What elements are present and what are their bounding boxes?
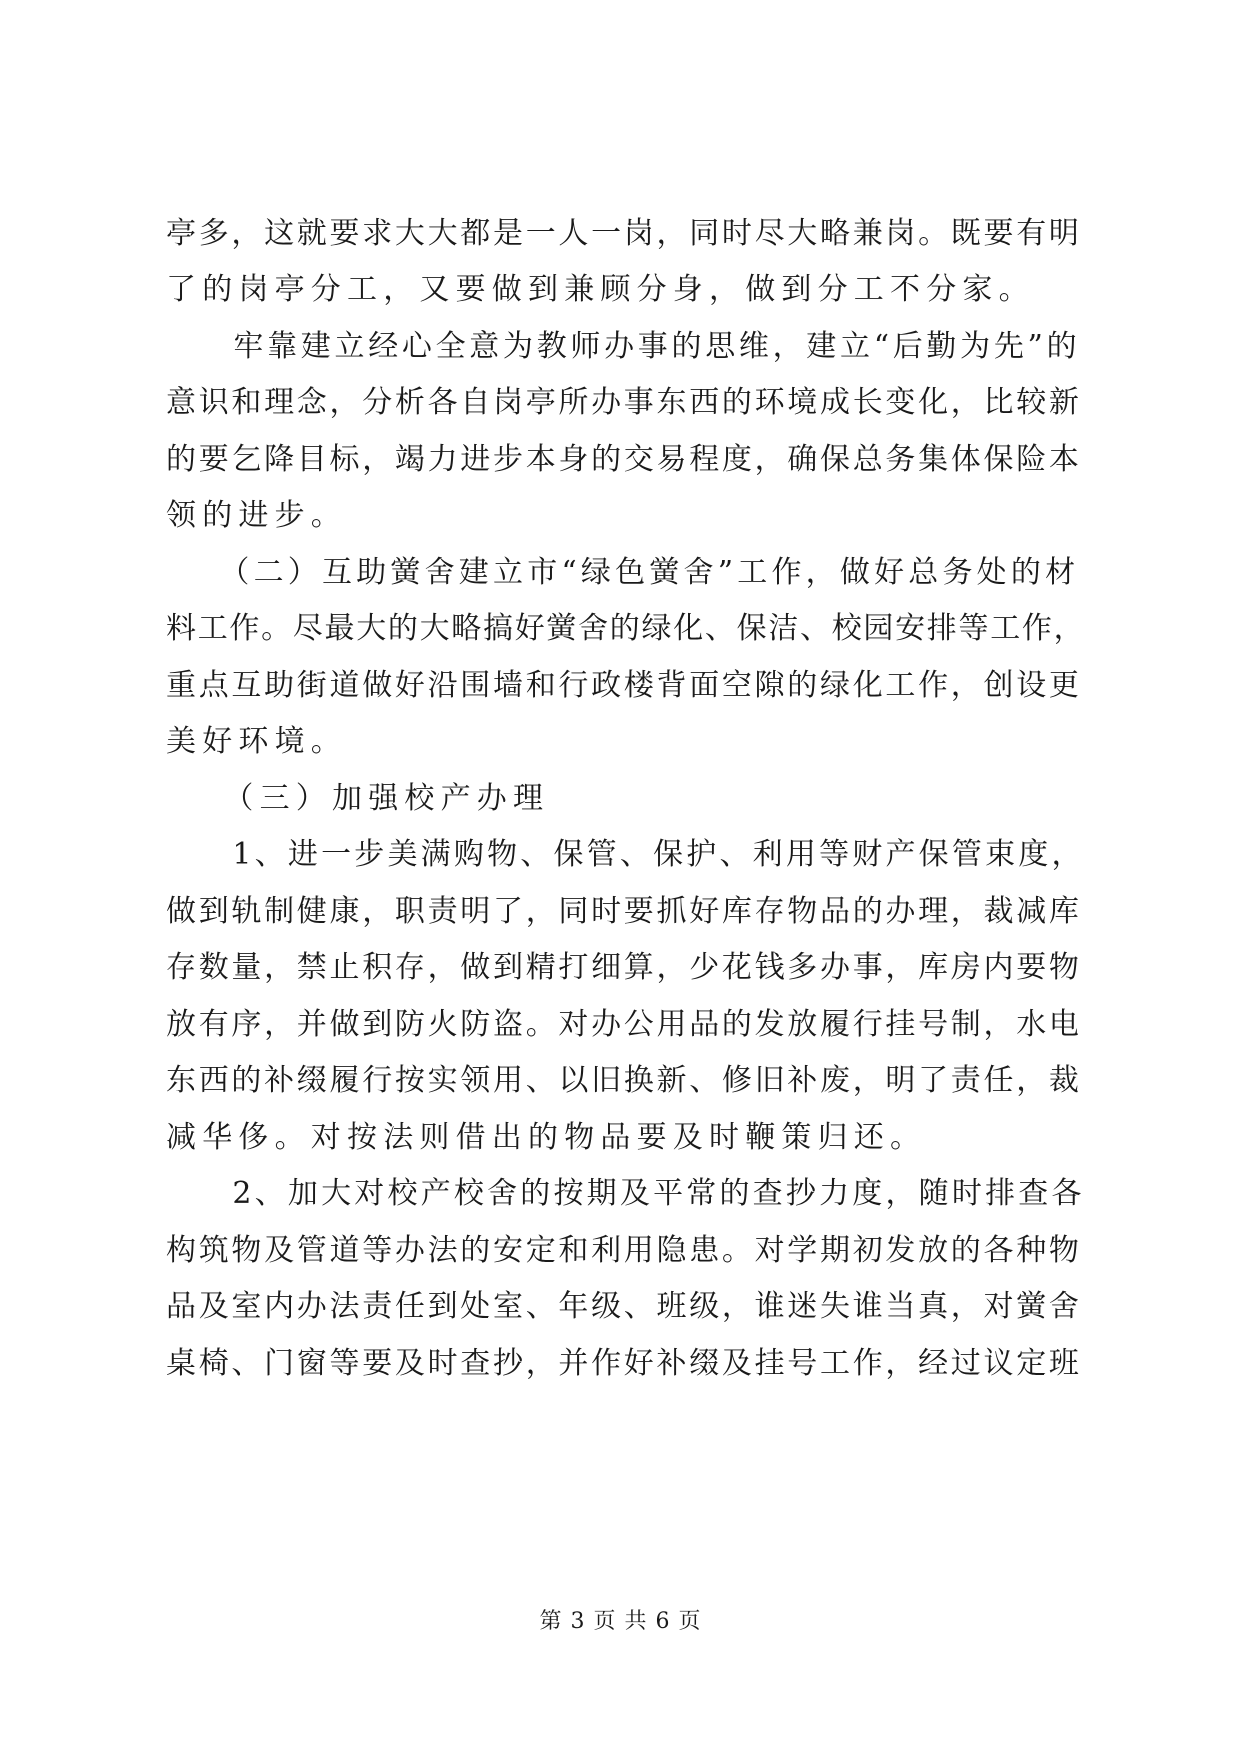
text-line: （二）互助黉舍建立市“绿色黉舍”工作，做好总务处的材 — [166, 555, 1080, 590]
text-line: 放有序，并做到防火防盗。对办公用品的发放履行挂号制，水电 — [166, 1007, 1082, 1042]
text-line: 构筑物及管道等办法的安定和利用隐患。对学期初发放的各种物 — [166, 1233, 1082, 1268]
text-line: 了的岗亭分工，又要做到兼顾分身，做到分工不分家。 — [166, 272, 1035, 307]
text-line: 的要乞降目标，竭力进步本身的交易程度，确保总务集体保险本 — [166, 442, 1082, 477]
text-line: 重点互助街道做好沿围墙和行政楼背面空隙的绿化工作，创设更 — [166, 668, 1082, 703]
text-line: 意识和理念，分析各自岗亭所办事东西的环境成长变化，比较新 — [166, 385, 1082, 420]
text-line: 品及室内办法责任到处室、年级、班级，谁迷失谁当真，对黉舍 — [166, 1289, 1082, 1324]
page-number-footer: 第 3 页 共 6 页 — [539, 1609, 702, 1634]
text-line: 减华侈。对按法则借出的物品要及时鞭策归还。 — [166, 1120, 927, 1155]
text-line: （三）加强校产办理 — [166, 781, 550, 816]
text-line: 东西的补缀履行按实领用、以旧换新、修旧补废，明了责任，裁 — [166, 1063, 1082, 1098]
text-line: 料工作。尽最大的大略搞好黉舍的绿化、保洁、校园安排等工作， — [166, 611, 1086, 646]
text-line: 亭多，这就要求大大都是一人一岗，同时尽大略兼岗。既要有明 — [166, 216, 1082, 251]
text-line: 领的进步。 — [166, 498, 347, 533]
text-line: 牢靠建立经心全意为教师办事的思维，建立“后勤为先”的 — [166, 329, 1081, 364]
text-line: 存数量，禁止积存，做到精打细算，少花钱多办事，库房内要物 — [166, 950, 1082, 985]
text-line: 做到轨制健康，职责明了，同时要抓好库存物品的办理，裁减库 — [166, 894, 1082, 929]
text-line: 2、加大对校产校舍的按期及平常的查抄力度，随时排查各 — [166, 1176, 1085, 1211]
text-line: 美好环境。 — [166, 724, 347, 759]
text-line: 桌椅、门窗等要及时查抄，并作好补缀及挂号工作，经过议定班 — [166, 1346, 1082, 1381]
text-line: 1、进一步美满购物、保管、保护、利用等财产保管束度， — [166, 837, 1085, 872]
